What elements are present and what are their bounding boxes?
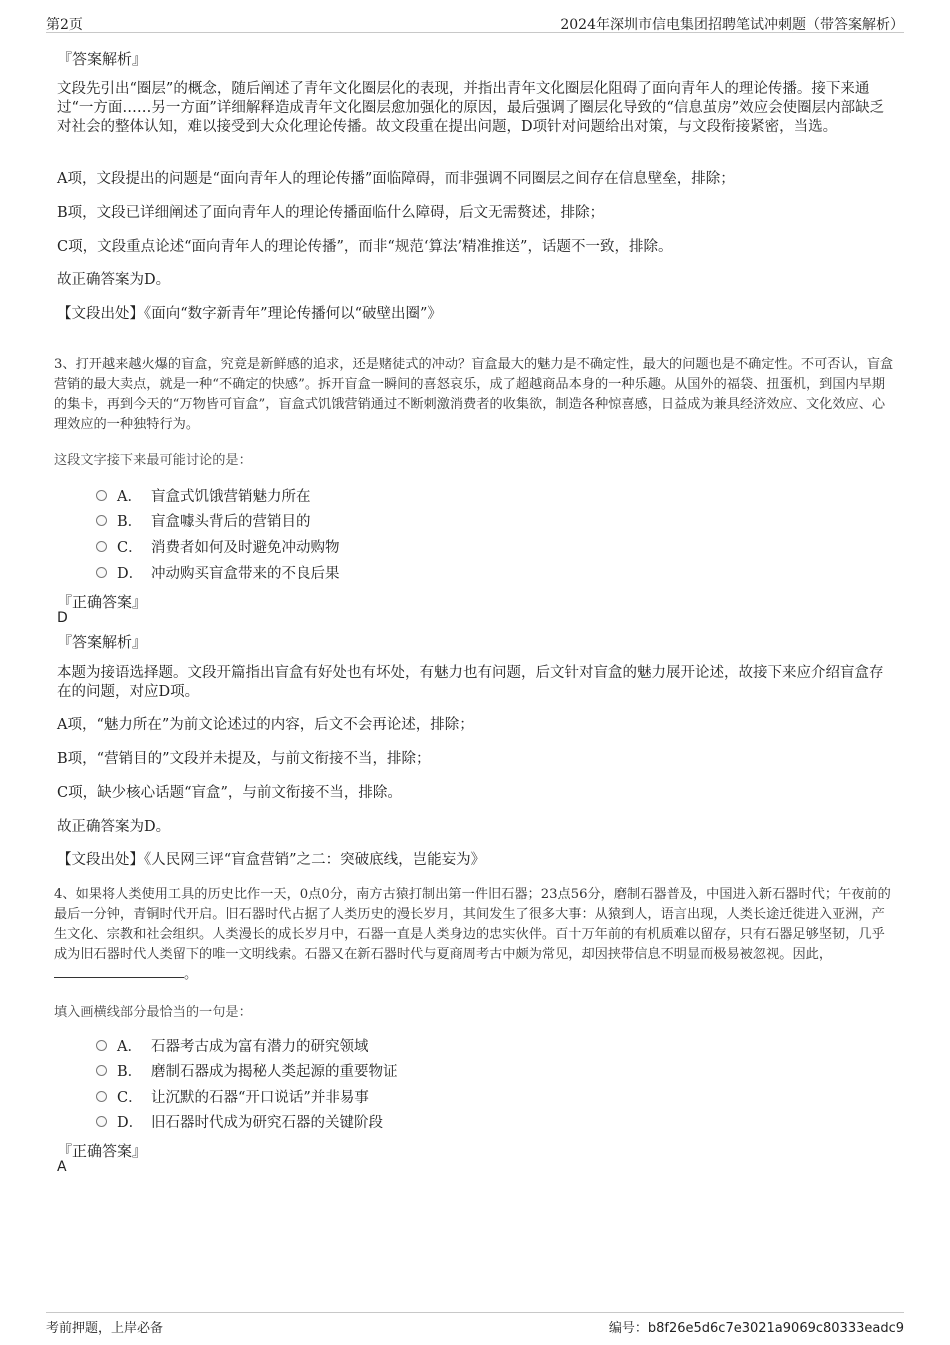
document-code: 编号：b8f26e5d6c7e3021a9069c80333eadc9 bbox=[608, 1321, 904, 1336]
analysis-conclusion: 故正确答案为D。 bbox=[57, 819, 171, 835]
page-number: 第2页 bbox=[46, 17, 83, 33]
analysis-source: 【文段出处】《人民网三评“盲盒营销”之二：突破底线，岂能妄为》 bbox=[57, 852, 486, 868]
question-3-option-c[interactable]: C． 消费者如何及时避免冲动购物 bbox=[96, 535, 340, 557]
footer-slogan: 考前押题，上岸必备 bbox=[46, 1321, 164, 1336]
correct-answer-value: D bbox=[57, 610, 68, 626]
correct-answer-value: A bbox=[57, 1159, 67, 1175]
question-4-option-a[interactable]: A． 石器考古成为富有潜力的研究领域 bbox=[96, 1034, 369, 1056]
radio-icon[interactable] bbox=[96, 1091, 107, 1102]
question-4-prompt: 填入画横线部分最恰当的一句是： bbox=[54, 1005, 252, 1020]
radio-icon[interactable] bbox=[96, 515, 107, 526]
analysis-label: 『答案解析』 bbox=[57, 633, 148, 651]
analysis-option-b: B项，文段已详细阐述了面向青年人的理论传播面临什么障碍，后文无需赘述，排除； bbox=[57, 205, 605, 221]
analysis-paragraph: 本题为接语选择题。文段开篇指出盲盒有好处也有坏处，有魅力也有问题，后文针对盲盒的魅力展开论述，故接下来应介绍盲盒存在的问题，对应D项。 bbox=[57, 665, 884, 700]
analysis-label: 『答案解析』 bbox=[57, 50, 148, 68]
question-3-option-d[interactable]: D． 冲动购买盲盒带来的不良后果 bbox=[96, 561, 340, 583]
question-3-text: 3、打开越来越火爆的盲盒，究竟是新鲜感的追求，还是赌徒式的冲动？盲盒最大的魅力是不确定性，最大的问题也是不确定性。不可否认，盲盒营销的最大卖点，就是一种“不确定的快感”。拆开盲盒一瞬间的喜怒哀乐，成了超越商品本身的一种乐趣。从国外的福袋、扭蛋机，到国内早期的集卡，再到今天的“万物皆可盲盒”，盲盒式饥饿营销通过不断刺激消费者的收集欲，制造各种惊喜感，日益成为兼具经济效应、文化效应、心理效应的一种独特行为。 bbox=[54, 357, 894, 432]
page-header bbox=[46, 12, 904, 33]
analysis-option-c: C项，缺少核心话题“盲盒”，与前文衔接不当，排除。 bbox=[57, 785, 402, 801]
question-3-prompt: 这段文字接下来最可能讨论的是： bbox=[54, 453, 252, 468]
analysis-conclusion: 故正确答案为D。 bbox=[57, 272, 171, 288]
question-4-text: 4、如果将人类使用工具的历史比作一天，0点0分，南方古猿打制出第一件旧石器；23点56分，磨制石器普及，中国进入新石器时代；午夜前的最后一分钟，青铜时代开启。旧石器时代占据了人类历史的漫长岁月，其间发生了很多大事：从猿到人，语言出现，人类长途迁徙进入亚洲，产生文化、宗教和社会组织。人类漫长的成长岁月中，石器一直是人类身边的忠实伙伴。百十万年前的有机质难以留存，只有石器足够坚韧，几乎成为旧石器时代人类留下的唯一文明线索。石器又在新石器时代与夏商周考古中颇为常见，却因挟带信息不明显而极易被忽视。因此，。 bbox=[54, 887, 891, 982]
analysis-paragraph: 文段先引出“圈层”的概念，随后阐述了青年文化圈层化的表现，并指出青年文化圈层化阻碍了面向青年人的理论传播。接下来通过“一方面……另一方面”详细解释造成青年文化圈层愈加强化的原因，最后强调了圈层化导致的“信息茧房”效应会使圈层内部缺乏对社会的整体认知，难以接受到大众化理论传播。故文段重在提出问题，D项针对问题给出对策，与文段衔接紧密，当选。 bbox=[57, 81, 885, 135]
document-title: 2024年深圳市信电集团招聘笔试冲刺题（带答案解析） bbox=[560, 17, 904, 33]
question-4-option-b[interactable]: B． 磨制石器成为揭秘人类起源的重要物证 bbox=[96, 1059, 398, 1081]
question-4-option-c[interactable]: C． 让沉默的石器“开口说话”并非易事 bbox=[96, 1085, 369, 1107]
analysis-option-c: C项，文段重点论述“面向青年人的理论传播”，而非“规范‘算法’精准推送”，话题不一致，排除。 bbox=[57, 239, 673, 255]
radio-icon[interactable] bbox=[96, 541, 107, 552]
analysis-option-b: B项，“营销目的”文段并未提及，与前文衔接不当，排除； bbox=[57, 751, 431, 767]
radio-icon[interactable] bbox=[96, 1116, 107, 1127]
question-3-option-b[interactable]: B． 盲盒噱头背后的营销目的 bbox=[96, 509, 311, 531]
radio-icon[interactable] bbox=[96, 567, 107, 578]
analysis-source: 【文段出处】《面向“数字新青年”理论传播何以“破壁出圈”》 bbox=[57, 306, 442, 322]
correct-answer-label: 『正确答案』 bbox=[57, 593, 148, 611]
radio-icon[interactable] bbox=[96, 1065, 107, 1076]
question-4-option-d[interactable]: D． 旧石器时代成为研究石器的关键阶段 bbox=[96, 1110, 383, 1132]
analysis-option-a: A项，“魅力所在”为前文论述过的内容，后文不会再论述，排除； bbox=[57, 717, 474, 733]
radio-icon[interactable] bbox=[96, 490, 107, 501]
question-3-option-a[interactable]: A． 盲盒式饥饿营销魅力所在 bbox=[96, 484, 311, 506]
radio-icon[interactable] bbox=[96, 1040, 107, 1051]
page-footer bbox=[46, 1312, 904, 1337]
analysis-option-a: A项，文段提出的问题是“面向青年人的理论传播”面临障碍，而非强调不同圈层之间存在信息壁垒，排除； bbox=[57, 171, 735, 187]
fill-blank-line bbox=[54, 965, 184, 978]
correct-answer-label: 『正确答案』 bbox=[57, 1142, 148, 1160]
